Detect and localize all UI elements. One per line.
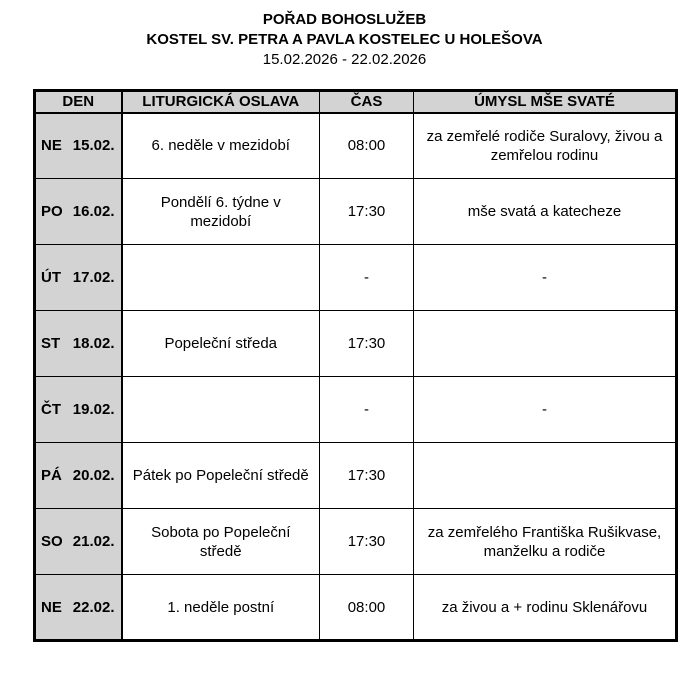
column-header-liturgicka-oslava: LITURGICKÁ OSLAVA bbox=[122, 91, 320, 113]
celebration-cell: Sobota po Popeleční středě bbox=[122, 509, 320, 575]
time-cell: 08:00 bbox=[320, 113, 414, 179]
day-abbrev: ST bbox=[41, 335, 61, 352]
intention-cell: mše svatá a katecheze bbox=[414, 179, 677, 245]
celebration-cell: Pondělí 6. týdne v mezidobí bbox=[122, 179, 320, 245]
intention-cell: - bbox=[414, 377, 677, 443]
celebration-cell: Pátek po Popeleční středě bbox=[122, 443, 320, 509]
time-cell: 17:30 bbox=[320, 179, 414, 245]
celebration-cell: Popeleční středa bbox=[122, 311, 320, 377]
day-abbrev: SO bbox=[41, 533, 63, 550]
time-cell: - bbox=[320, 245, 414, 311]
intention-cell: za živou a + rodinu Sklenářovu bbox=[414, 575, 677, 641]
intention-cell: - bbox=[414, 245, 677, 311]
celebration-cell: 1. neděle postní bbox=[122, 575, 320, 641]
table-row-ct-19 bbox=[35, 377, 677, 443]
schedule-table bbox=[33, 89, 678, 642]
day-cell bbox=[35, 575, 122, 641]
day-date: 15.02. bbox=[72, 137, 115, 155]
day-cell bbox=[35, 443, 122, 509]
time-cell: 17:30 bbox=[320, 509, 414, 575]
intention-cell: za zemřelé rodiče Suralovy, živou a zemřelou rodinu bbox=[414, 113, 677, 179]
time-cell: 17:30 bbox=[320, 311, 414, 377]
table-row-ne-15 bbox=[35, 113, 677, 179]
table-row-ne-22 bbox=[35, 575, 677, 641]
celebration-cell bbox=[122, 245, 320, 311]
celebration-cell bbox=[122, 377, 320, 443]
day-abbrev: ČT bbox=[41, 401, 61, 418]
day-abbrev: ÚT bbox=[41, 269, 61, 286]
column-header-den: DEN bbox=[35, 91, 122, 113]
day-date: 20.02. bbox=[72, 467, 115, 484]
day-abbrev: NE bbox=[41, 137, 62, 155]
time-cell: 17:30 bbox=[320, 443, 414, 509]
day-abbrev: PO bbox=[41, 203, 63, 220]
time-cell: - bbox=[320, 377, 414, 443]
celebration-cell: 6. neděle v mezidobí bbox=[122, 113, 320, 179]
day-cell bbox=[35, 245, 122, 311]
table-row-ut-17 bbox=[35, 245, 677, 311]
document-header bbox=[0, 0, 689, 70]
table-row-st-18 bbox=[35, 311, 677, 377]
page-title: POŘAD BOHOSLUŽEB bbox=[262, 11, 427, 28]
day-cell bbox=[35, 179, 122, 245]
column-header-cas: ČAS bbox=[320, 91, 414, 113]
day-cell bbox=[35, 509, 122, 575]
table-row-po-16 bbox=[35, 179, 677, 245]
day-abbrev: NE bbox=[41, 598, 62, 616]
day-date: 19.02. bbox=[72, 401, 115, 418]
day-date: 21.02. bbox=[72, 533, 115, 550]
table-header-row bbox=[35, 91, 677, 113]
column-header-umysl-mse-svate: ÚMYSL MŠE SVATÉ bbox=[414, 91, 677, 113]
table-row-pa-20 bbox=[35, 443, 677, 509]
day-date: 17.02. bbox=[72, 269, 115, 286]
day-date: 16.02. bbox=[72, 203, 115, 220]
intention-cell: za zemřelého Františka Rušikvase, manželku a rodiče bbox=[414, 509, 677, 575]
day-date: 18.02. bbox=[72, 335, 115, 352]
church-name: KOSTEL SV. PETRA A PAVLA KOSTELEC U HOLEŠOVA bbox=[146, 31, 543, 48]
time-cell: 08:00 bbox=[320, 575, 414, 641]
day-cell bbox=[35, 311, 122, 377]
intention-cell bbox=[414, 311, 677, 377]
table-row-so-21 bbox=[35, 509, 677, 575]
day-abbrev: PÁ bbox=[41, 467, 62, 484]
day-cell bbox=[35, 377, 122, 443]
day-date: 22.02. bbox=[72, 598, 115, 616]
day-cell bbox=[35, 113, 122, 179]
intention-cell bbox=[414, 443, 677, 509]
date-range: 15.02.2026 - 22.02.2026 bbox=[262, 51, 427, 68]
